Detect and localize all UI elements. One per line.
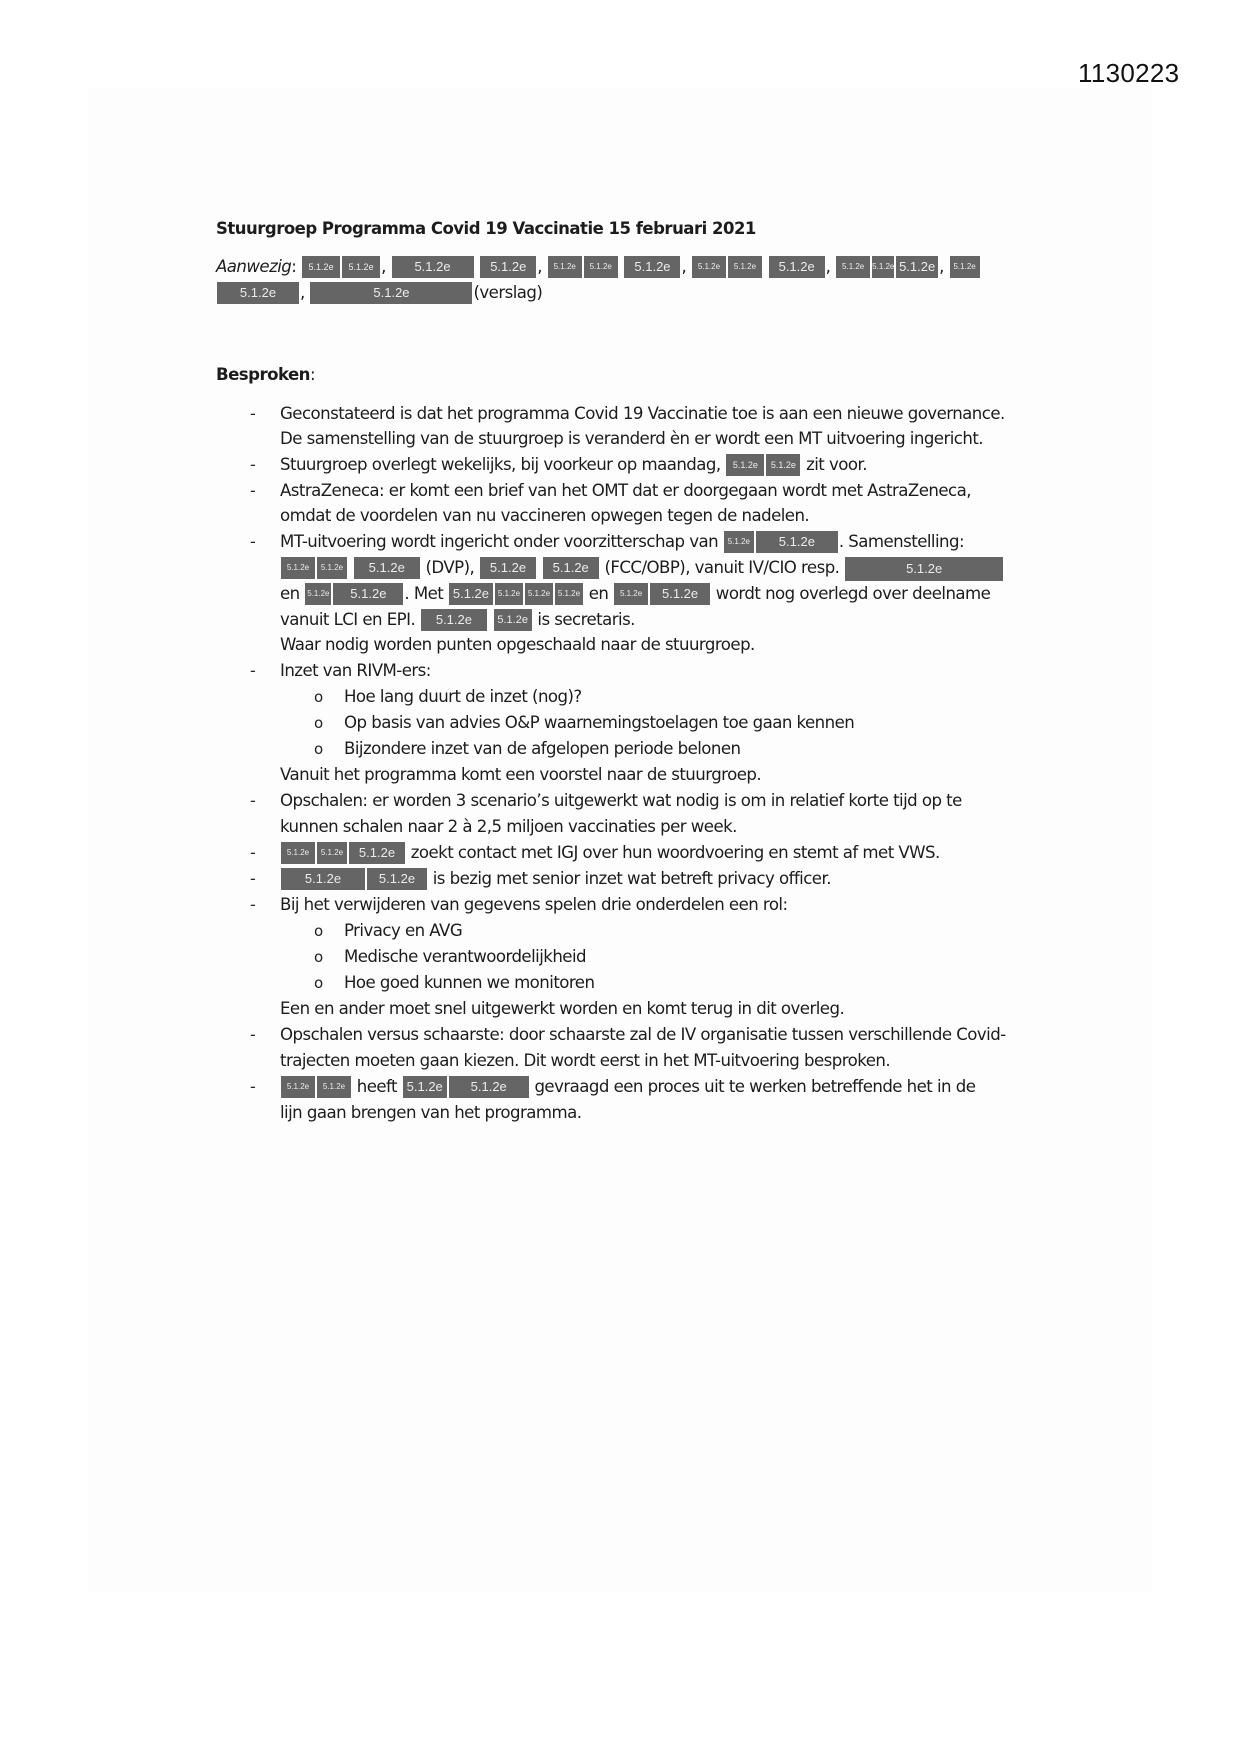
attendees-line-2	[216, 282, 542, 304]
text: en	[588, 584, 609, 603]
document-title: Stuurgroep Programma Covid 19 Vaccinatie 15 februari 2021	[216, 219, 756, 238]
text: gevraagd een proces uit te werken betreffende het in de	[534, 1077, 976, 1096]
dash-bullet: -	[250, 481, 256, 500]
item-text: Opschalen versus schaarste: door schaarste zal de IV organisatie tussen verschillende Covid-	[280, 1025, 1006, 1044]
redaction: 5.1.2e	[555, 583, 583, 605]
redaction: 5.1.2e	[950, 256, 980, 278]
redaction: 5.1.2e	[724, 531, 754, 553]
redaction: 5.1.2e	[543, 557, 599, 579]
redaction: 5.1.2e	[624, 256, 680, 278]
item-text: Vanuit het programma komt een voorstel naar de stuurgroep.	[280, 765, 762, 784]
redaction: 5.1.2e	[342, 256, 380, 278]
comma: ,	[537, 257, 542, 276]
redaction: 5.1.2e	[333, 583, 403, 605]
redaction: 5.1.2e	[494, 609, 532, 631]
redaction: 5.1.2e	[310, 282, 472, 304]
dash-bullet: -	[250, 1025, 256, 1044]
text: zit voor.	[806, 455, 867, 474]
attendees-label: Aanwezig	[216, 257, 292, 276]
text: vanuit LCI en EPI.	[280, 610, 416, 629]
heading-text: Besproken	[216, 365, 310, 384]
sub-item-text: Medische verantwoordelijkheid	[344, 947, 586, 966]
dash-bullet: -	[250, 1077, 256, 1096]
text: MT-uitvoering wordt ingericht onder voorzitterschap van	[280, 532, 719, 551]
redaction: 5.1.2e	[495, 583, 523, 605]
attendees-suffix: (verslag)	[473, 283, 543, 302]
item-text: Inzet van RIVM-ers:	[280, 661, 431, 680]
item-text	[280, 842, 940, 864]
redaction: 5.1.2e	[281, 1076, 315, 1098]
redaction: 5.1.2e	[317, 1076, 351, 1098]
comma: ,	[300, 283, 305, 302]
redaction: 5.1.2e	[726, 454, 764, 476]
redaction: 5.1.2e	[584, 256, 618, 278]
sub-bullet: o	[314, 714, 324, 732]
redaction: 5.1.2e	[766, 454, 800, 476]
text: wordt nog overlegd over deelname	[715, 584, 991, 603]
item-text: trajecten moeten gaan kiezen. Dit wordt eerst in het MT-uitvoering besproken.	[280, 1051, 891, 1070]
item-text	[280, 557, 1004, 581]
item-text	[280, 531, 964, 553]
dash-bullet: -	[250, 869, 256, 888]
redaction: 5.1.2e	[449, 1076, 529, 1098]
item-text: Bij het verwijderen van gegevens spelen drie onderdelen een rol:	[280, 895, 788, 914]
sub-item-text: Privacy en AVG	[344, 921, 463, 940]
item-text: AstraZeneca: er komt een brief van het OMT dat er doorgegaan wordt met AstraZeneca,	[280, 481, 971, 500]
redaction: 5.1.2e	[317, 557, 347, 579]
item-text: Een en ander moet snel uitgewerkt worden en komt terug in dit overleg.	[280, 999, 845, 1018]
redaction: 5.1.2e	[302, 256, 340, 278]
item-text	[280, 609, 635, 631]
item-text: Opschalen: er worden 3 scenario’s uitgewerkt wat nodig is om in relatief korte tijd op te	[280, 791, 962, 810]
item-text	[280, 1076, 975, 1098]
comma: ,	[381, 257, 386, 276]
redaction: 5.1.2e	[349, 842, 405, 864]
sub-bullet: o	[314, 948, 324, 966]
item-text: Geconstateerd is dat het programma Covid 19 Vaccinatie toe is aan een nieuwe governance.	[280, 404, 1005, 423]
document-number: 1130223	[1078, 58, 1180, 88]
redaction: 5.1.2e	[480, 557, 536, 579]
redaction: 5.1.2e	[217, 282, 299, 304]
dash-bullet: -	[250, 455, 256, 474]
text: heeft	[356, 1077, 397, 1096]
sub-item-text: Hoe goed kunnen we monitoren	[344, 973, 595, 992]
dash-bullet: -	[250, 661, 256, 680]
redaction: 5.1.2e	[896, 256, 938, 278]
redaction: 5.1.2e	[281, 842, 315, 864]
redaction: 5.1.2e	[281, 868, 365, 890]
redaction: 5.1.2e	[872, 256, 894, 278]
sub-item-text: Hoe lang duurt de inzet (nog)?	[344, 687, 582, 706]
redaction: 5.1.2e	[421, 609, 487, 631]
scanned-page	[88, 88, 1152, 1592]
item-text: omdat de voordelen van nu vaccineren opwegen tegen de nadelen.	[280, 506, 810, 525]
redaction: 5.1.2e	[480, 256, 536, 278]
dash-bullet: -	[250, 843, 256, 862]
redaction: 5.1.2e	[728, 256, 762, 278]
sub-item-text: Op basis van advies O&P waarnemingstoelagen toe gaan kennen	[344, 713, 855, 732]
sub-bullet: o	[314, 740, 324, 758]
text: . Met	[404, 584, 444, 603]
text: . Samenstelling:	[838, 532, 965, 551]
sub-item-text: Bijzondere inzet van de afgelopen periode belonen	[344, 739, 741, 758]
redaction: 5.1.2e	[548, 256, 582, 278]
text: Stuurgroep overlegt wekelijks, bij voorkeur op maandag,	[280, 455, 721, 474]
sub-bullet: o	[314, 688, 324, 706]
text: (DVP),	[425, 558, 475, 577]
text: zoekt contact met IGJ over hun woordvoering en stemt af met VWS.	[410, 843, 940, 862]
redaction: 5.1.2e	[650, 583, 710, 605]
item-text: lijn gaan brengen van het programma.	[280, 1103, 582, 1122]
item-text	[280, 454, 867, 476]
comma: ,	[825, 257, 831, 276]
redaction: 5.1.2e	[756, 531, 838, 553]
section-heading	[216, 364, 315, 386]
item-text	[280, 583, 990, 605]
item-text: kunnen schalen naar 2 à 2,5 miljoen vaccinaties per week.	[280, 817, 737, 836]
item-text: Waar nodig worden punten opgeschaald naar de stuurgroep.	[280, 635, 755, 654]
dash-bullet: -	[250, 532, 256, 551]
redaction: 5.1.2e	[525, 583, 553, 605]
colon: :	[309, 365, 315, 384]
redaction: 5.1.2e	[354, 557, 420, 579]
redaction: 5.1.2e	[281, 557, 315, 579]
item-text	[280, 868, 831, 890]
text: is secretaris.	[537, 610, 635, 629]
attendees-line-1	[216, 256, 981, 278]
dash-bullet: -	[250, 895, 256, 914]
redaction: 5.1.2e	[403, 1076, 447, 1098]
redaction: 5.1.2e	[769, 256, 825, 278]
sub-bullet: o	[314, 922, 324, 940]
redaction: 5.1.2e	[367, 868, 427, 890]
redaction: 5.1.2e	[692, 256, 726, 278]
text: en	[280, 584, 300, 603]
colon: :	[291, 257, 297, 276]
redaction: 5.1.2e	[449, 583, 493, 605]
redaction: 5.1.2e	[836, 256, 870, 278]
sub-bullet: o	[314, 974, 324, 992]
redaction: 5.1.2e	[317, 842, 347, 864]
redaction: 5.1.2e	[614, 583, 648, 605]
redaction: 5.1.2e	[305, 583, 331, 605]
text: is bezig met senior inzet wat betreft privacy officer.	[432, 869, 831, 888]
dash-bullet: -	[250, 404, 256, 423]
text: (FCC/OBP), vanuit IV/CIO resp.	[604, 558, 840, 577]
comma: ,	[681, 257, 687, 276]
item-text: De samenstelling van de stuurgroep is veranderd èn er wordt een MT uitvoering ingericht.	[280, 429, 984, 448]
dash-bullet: -	[250, 791, 256, 810]
redaction: 5.1.2e	[845, 557, 1003, 581]
comma: ,	[939, 257, 944, 276]
redaction: 5.1.2e	[392, 256, 474, 278]
